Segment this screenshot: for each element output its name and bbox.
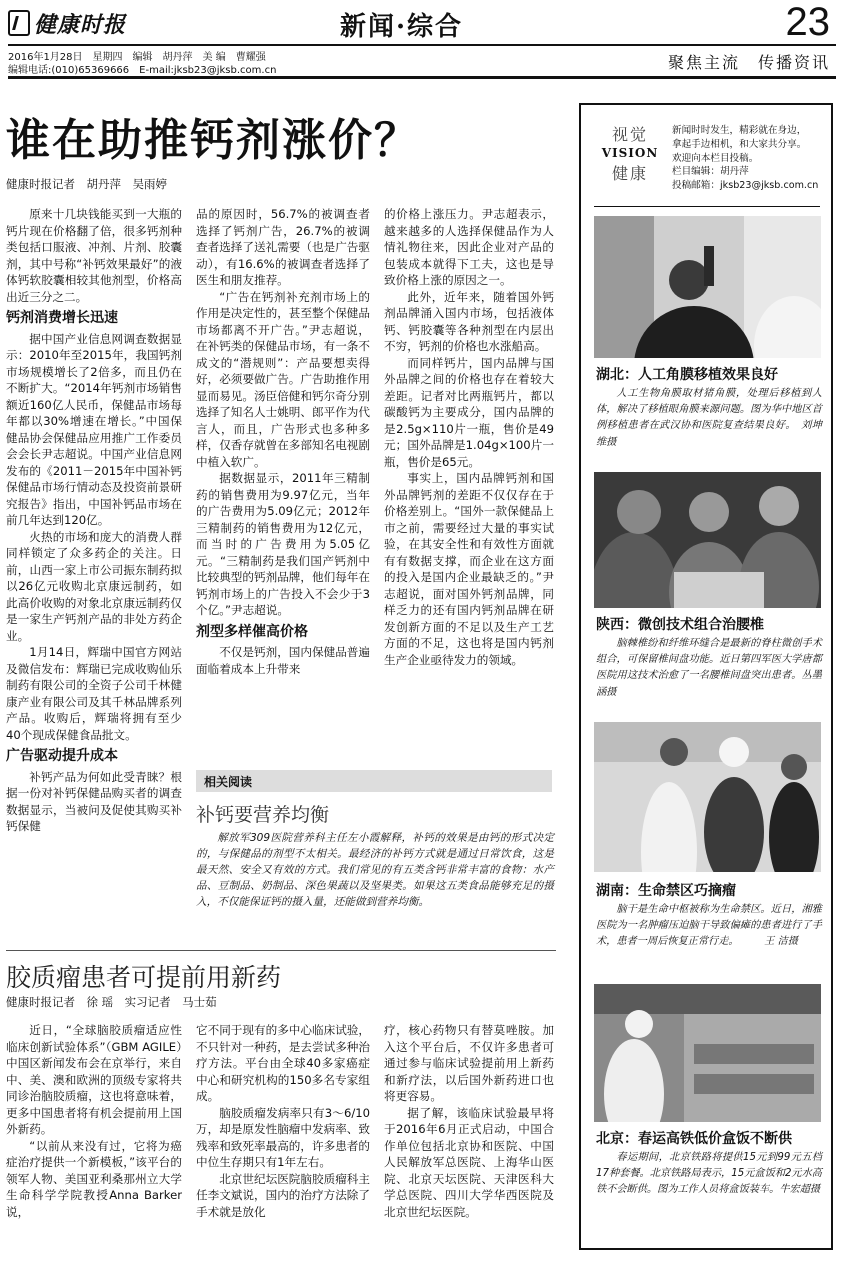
related-reading-body: 解放军309医院营养科主任左小霞解释，补钙的效果是由钙的形式决定的，与保健品的剂型不太相关。最经济的补钙方式就是通过日常饮食，这是最天然、安全又有效的方式。我们常见的有五类含钙非常丰富的食物：水产品、豆制品、奶制品、深色果蔬以及坚果类。如果这五类食品能够充足的摄入，不仅能保证钙的摄入量，还能做到营养均衡。 [196, 832, 554, 908]
article1-byline: 健康时报记者 胡丹萍 吴雨婷 [6, 177, 167, 191]
intro-line: 拿起手边相机，和大家共分享。 [672, 138, 807, 150]
paragraph: “广告在钙剂补充剂市场上的作用是决定性的，甚至整个保健品市场都离不开广告。”尹志超说，在补钙类的保健品市场，有一条不成文的“潜规则”：产品要想卖得好，必须要做广告。广告助推作用显而易见。汤臣倍健和钙尔奇分别选择了知名人士姚明、郎平作为代言人，而且，广告形式也多种多样，仅香存就曾在多部知名电视剧中植入软广。 [196, 289, 370, 469]
subheading: 钙剂消费增长迅速 [6, 310, 118, 326]
vision-cn-2: 健康 [611, 164, 648, 183]
paragraph: 据数据显示，2011年三精制药的销售费用为9.97亿元，当年的广告费用为5.09亿元；2012年三精制药的销售费用为12亿元，而当时的广告费用为5.05亿元。“三精制药是我们国产钙剂中比较典型的钙剂品牌，他们每年在钙剂市场上的广告投入不会少于3个亿。”尹志超说。 [196, 471, 370, 617]
paragraph: 而同样钙片，国内品牌与国外品牌之间的价格也存在着较大差距。记者对比两瓶钙片，都以碳酸钙为主要成分，国内品牌的是2.5g×110片一瓶，售价是49元；国外品牌是1.04g×100片一瓶，售价是65元。 [384, 355, 554, 469]
intro-line: 栏目编辑：胡丹萍 [672, 166, 749, 178]
article2-column-1 [6, 1022, 182, 1220]
intro-line: 新闻时时发生，精彩就在身边， [672, 125, 807, 136]
vision-cn-1: 视觉 [611, 125, 648, 144]
paragraph: 品的原因时，56.7%的被调查者选择了钙剂广告，26.7%的被调查者选择了送礼需要（也是广告驱动），有16.6%的被调查者选择了医生和朋友推荐。 [196, 207, 370, 287]
article1-column-2 [196, 206, 370, 677]
paragraph: 不仅是钙剂，国内保健品普遍面临着成本上升带来 [196, 645, 370, 676]
article1-column-1 [6, 206, 182, 835]
subheading: 剂型多样催高价格 [196, 623, 308, 640]
article2-column-2 [196, 1022, 370, 1220]
caption-body: 脑干是生命中枢被称为生命禁区。近日，湘雅医院为一名肿瘤压迫脑干导致偏瘫的患者进行了手术，患者一周后恢复正常行走。 王 洁摄 [596, 904, 822, 948]
related-reading-label: 相关阅读 [196, 770, 552, 792]
paragraph: “以前从来没有过，它将为癌症治疗提供一个新模板，”该平台的领军人物、美国亚利桑那州立大学生命科学学院教授Anna Barker说， [6, 1138, 182, 1219]
vision-en: VISION [601, 146, 659, 160]
related-reading-title: 补钙要营养均衡 [196, 804, 330, 826]
paragraph: 原来十几块钱能买到一大瓶的钙片现在价格翻了倍，很多钙剂种类包括口服液、冲剂、片剂、胶囊剂，其中号称“补钙效果最好”的液体钙软胶囊相较其他剂型，价格高出近三分之二。 [6, 207, 182, 304]
vision-column-logo [596, 122, 664, 192]
photo-cornea-patient [594, 216, 821, 358]
paragraph: 疗，核心药物只有替莫唑胺。加入这个平台后，不仅许多患者可通过参与临床试验提前用上新药和新疗法，以后国外新药进口也将更容易。 [384, 1023, 554, 1103]
section-name: 新闻·综合 [340, 12, 464, 42]
intro-line: 欢迎向本栏目投稿。 [672, 152, 759, 164]
paragraph: 补钙产品为何如此受青睐？根据一份对补钙保健品购买者的调查数据显示，当被问及促使其购买补钙保健 [6, 769, 182, 833]
sidebar-rule [594, 206, 820, 207]
logo-icon [8, 10, 30, 36]
paragraph: 据了解，该临床试验最早将于2016年6月正式启动，中国合作单位包括北京协和医院、中国人民解放军总医院、上海华山医院、北京天坛医院、天津医科大学总医院、四川大学华西医院及北京世纪坛医院。 [384, 1105, 554, 1219]
paragraph: 火热的市场和庞大的消费人群同样锁定了众多药企的关注。日前，山西一家上市公司振东制药拟以26亿元收购北京康远制药，如此高价收购的对象北京康远制药仅是一家生产钙剂产品的非处方药企业。 [6, 529, 182, 643]
photo-brain-surgery-patient [594, 722, 821, 872]
caption-title: 陕西：微创技术组合治腰椎 [596, 617, 764, 633]
newspaper-logo [8, 6, 138, 40]
caption-title: 湖南：生命禁区巧摘瘤 [596, 883, 736, 899]
article2-byline: 健康时报记者 徐 瑶 实习记者 马士茹 [6, 995, 217, 1009]
photo-spine-surgery [594, 472, 821, 608]
paragraph: 它不同于现有的多中心临床试验，不只针对一种药，是去尝试多种治疗方法。平台由全球40多家癌症中心和研究机构的150多名专家组成。 [196, 1023, 370, 1103]
paragraph: 事实上，国内品牌钙剂和国外品牌钙剂的差距不仅仅存在于价格差别上。“国外一款保健品上市之前，需要经过大量的事实试验，在其安全性和有效性方面就有有数据支撑，而企业在这方面的投入是国内企业最缺乏的。”尹志超说，面对国外钙剂品牌，同样乏力的还有国内钙剂品牌在研发创新方面的不足以及生产工艺方面的不足，这也将是国内钙剂生产企业亟待发力的领域。 [384, 471, 554, 667]
subheading: 广告驱动提升成本 [6, 748, 118, 764]
photo-train-meal-boxes [594, 984, 821, 1122]
caption-body: 人工生物角膜取材猪角膜，处理后移植到人体，解决了移植眼角膜来源问题。图为华中地区首例移植患者在武汉协和医院复查结果良好。 刘坤维摄 [596, 388, 822, 448]
paragraph: 脑胶质瘤发病率只有3～6/10万，却是原发性脑瘤中发病率、致残率和致死率最高的，许多患者的中位生存期只有1年左右。 [196, 1105, 370, 1169]
article1-headline: 谁在助推钙剂涨价？ [6, 115, 420, 166]
paragraph: 1月14日，辉瑞中国官方网站及微信发布：辉瑞已完成收购仙乐制药有限公司的全资子公司千林健康产业有限公司及其千林品牌系列产品。收购后，辉瑞将拥有至少40个现成保健食品批文。 [6, 645, 182, 742]
logo-text: 健康时报 [34, 11, 127, 38]
paragraph: 据中国产业信息网调查数据显示：2010年至2015年，我国钙剂市场规模增长了2倍多，而且仍在不断扩大。“2014年钙剂市场销售额近160亿人民币，保健品市场每年都以30%增速在增长。”中国保健品协会保健品应用推广工作委员会会长尹志超说。中国产业信息网发布的《2011－2015年中国补钙保健品市场行情动态及投资前景研究报告》指出，中国补钙品市场在前几年达到120亿。 [6, 331, 182, 527]
section-divider [6, 950, 556, 951]
phone-line: 编辑电话:(010)65369666 E-mail:jksb23@jksb.com.cn [8, 65, 277, 76]
paragraph: 近日，“全球脑胶质瘤适应性临床创新试验体系”（GBM AGILE）中国区新闻发布会在京举行，来自中、美、澳和欧洲的顶级专家将共同诊治脑胶质瘤，这也将意味着，更多中国患者将有机会提前用上国外新药。 [6, 1023, 182, 1136]
caption-body: 春运期间，北京铁路将提供15元到99元五档17种套餐。北京铁路局表示，15元盒饭和2元水高铁不会断供。图为工作人员将盒饭装车。牛宏超摄 [596, 1152, 822, 1196]
paragraph: 此外，近年来，随着国外钙剂品牌涌入国内市场，包括液体钙、钙胶囊等各种剂型在内层出不穷，钙剂的价格也水涨船高。 [384, 289, 554, 353]
vision-intro [672, 124, 832, 193]
caption-body: 脑棘椎纷和纤维环缝合是最新的脊柱微创手术组合，可保留椎间盘功能。近日第四军医大学唐都医院用这技术治愈了一名腰椎间盘突出患者。丛墨涵摄 [596, 638, 822, 698]
slogan: 聚焦主流 传播资讯 [667, 53, 830, 72]
article2-headline: 胶质瘤患者可提前用新药 [6, 963, 282, 992]
top-rule [8, 44, 836, 46]
header-rule [8, 76, 836, 79]
date-line: 2016年1月28日 星期四 编辑 胡丹萍 美 编 曹耀强 [8, 52, 266, 63]
paragraph: 的价格上涨压力。尹志超表示，越来越多的人选择保健品作为人情礼物往来，因此企业对产品的包装成本就得下工夫，这也是导致价格上涨的原因之一。 [384, 207, 554, 287]
page-number: 23 [785, 0, 830, 44]
caption-title: 北京：春运高铁低价盒饭不断供 [596, 1131, 792, 1147]
article1-column-3 [384, 206, 554, 668]
article2-column-3 [384, 1022, 554, 1220]
paragraph: 北京世纪坛医院脑胶质瘤科主任李文斌说，国内的治疗方法除了手术就是放化 [196, 1171, 370, 1219]
caption-title: 湖北：人工角膜移植效果良好 [596, 367, 778, 383]
intro-line: 投稿邮箱：jksb23@jksb.com.cn [672, 180, 819, 192]
